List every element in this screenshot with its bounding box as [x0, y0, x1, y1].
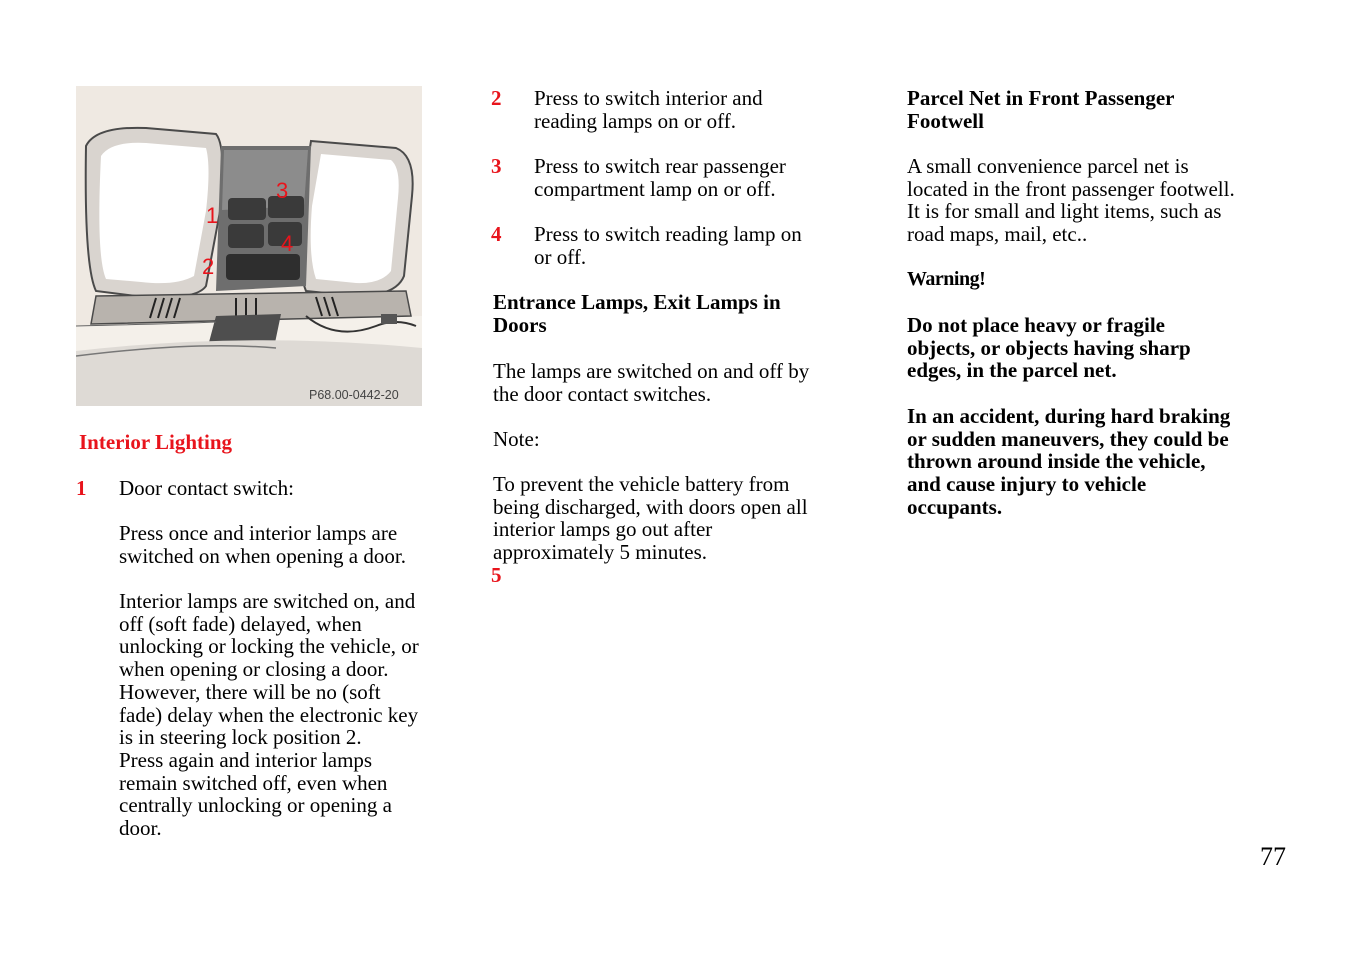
- item-2-text: Press to switch interior and reading lamps on or off.: [534, 86, 763, 133]
- parcel-net-body: A small convenience parcel net is located in the front passenger footwell. It is for small and light items, such as road maps, mail, etc..: [907, 154, 1235, 247]
- entrance-lamps-body: The lamps are switched on and off by the door contact switches.: [493, 359, 810, 406]
- item-1-paragraph-2: Interior lamps are switched on, and off (soft fade) delayed, when unlocking or locking the vehicle, or when opening or closing a door. However, there will be no (soft fade) delay when the electronic key is in steering lock position 2. Press again and interior lamps remain switched off, even when centrally unlocking or opening a door.: [119, 589, 419, 841]
- callout-3: 3: [276, 178, 289, 203]
- item-1-number: 1: [76, 476, 87, 500]
- callout-1: 1: [206, 203, 219, 228]
- item-2-number: 2: [491, 86, 502, 110]
- page-number: 77: [1260, 842, 1286, 871]
- interior-light-illustration: [76, 86, 422, 406]
- item-3-text: Press to switch rear passenger compartment lamp on or off.: [534, 154, 786, 201]
- note-body: To prevent the vehicle battery from being discharged, with doors open all interior lamps go out after approximately 5 minutes.: [493, 472, 808, 565]
- figure-code: P68.00-0442-20: [309, 388, 399, 402]
- marker-5: 5: [491, 563, 502, 587]
- item-1-title: Door contact switch:: [119, 476, 294, 500]
- warning-paragraph-2: In an accident, during hard braking or sudden maneuvers, they could be thrown around inside the vehicle, and cause injury to vehicle occupants.: [907, 404, 1231, 519]
- entrance-lamps-heading: Entrance Lamps, Exit Lamps in Doors: [493, 290, 781, 337]
- parcel-net-heading: Parcel Net in Front Passenger Footwell: [907, 86, 1175, 133]
- interior-lighting-heading: Interior Lighting: [79, 430, 233, 454]
- item-4-number: 4: [491, 222, 502, 246]
- callout-4: 4: [281, 231, 294, 256]
- warning-paragraph-1: Do not place heavy or fragile objects, or objects having sharp edges, in the parcel net.: [907, 313, 1191, 383]
- item-3-number: 3: [491, 154, 502, 178]
- warning-label: Warning!: [907, 268, 986, 290]
- item-4-text: Press to switch reading lamp on or off.: [534, 222, 802, 269]
- item-1-paragraph-1: Press once and interior lamps are switched on when opening a door.: [119, 521, 406, 568]
- callout-2: 2: [202, 254, 215, 279]
- note-label: Note:: [493, 427, 540, 451]
